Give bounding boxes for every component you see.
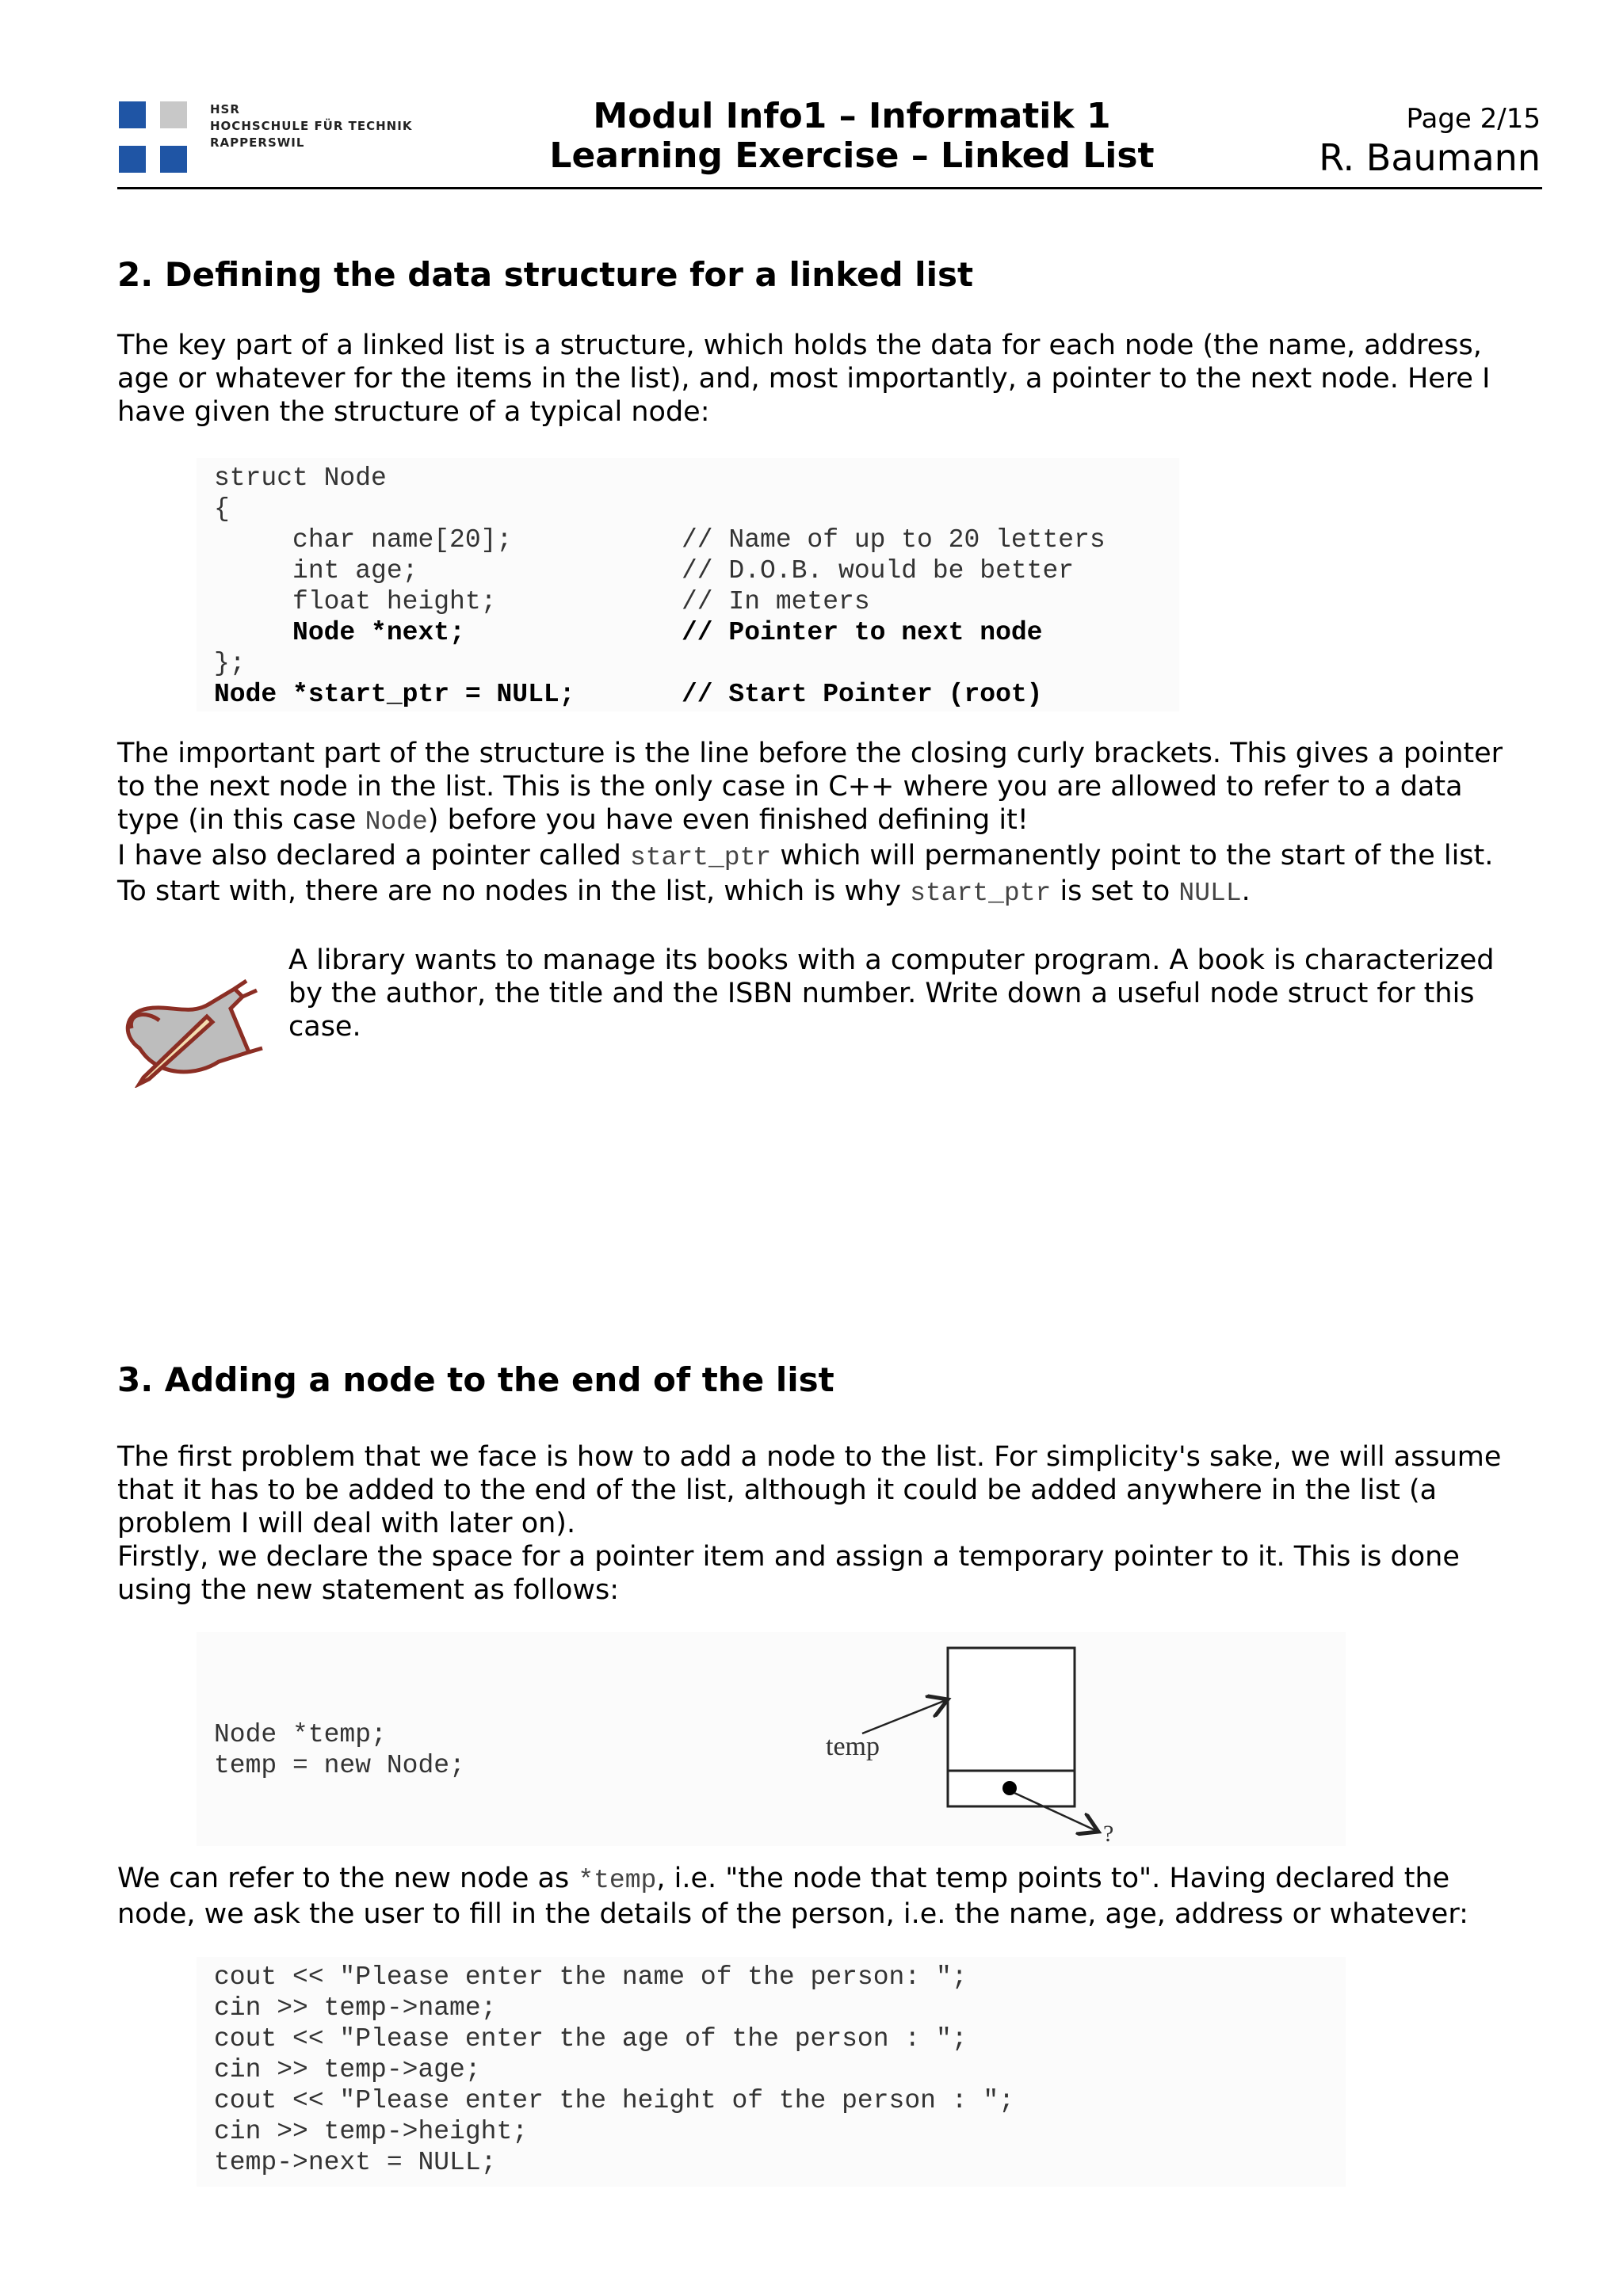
io-code-line: cout << "Please enter the age of the person : ";	[214, 2024, 968, 2054]
code-comment: // Pointer to next node	[682, 618, 1043, 647]
logo-square	[160, 101, 187, 128]
code-text: {	[214, 494, 230, 524]
struct-code-block	[197, 458, 1179, 711]
question-mark: ?	[1103, 1821, 1114, 1847]
declaration-code-block	[197, 1632, 1346, 1846]
header-rule	[117, 187, 1542, 189]
io-code-line: cin >> temp->name;	[214, 1993, 497, 2023]
section-2-explanation	[117, 737, 1512, 910]
struct-code-line	[214, 555, 1075, 586]
code-text: Node *start_ptr = NULL;	[214, 680, 575, 709]
code-text: };	[214, 649, 246, 678]
section-3-heading: 3. Adding a node to the end of the list	[117, 1360, 834, 1399]
section-3-para-2: Firstly, we declare the space for a pointer item and assign a temporary pointer to it. This is done using the new statement as follows:	[117, 1541, 1460, 1606]
text-run: The important part of the structure is the line before the closing curly brackets. This gives a pointer to the next node in the list. This is the only case in C++ where you are allowed to refer to a data type (in this case	[117, 738, 1503, 836]
struct-code-line	[214, 679, 1043, 710]
section-3-para-3	[117, 1862, 1512, 1931]
exercise-pencil-icon	[116, 973, 266, 1088]
text-run: which will permanently point to the start of the list.	[771, 840, 1494, 871]
code-text: Node *next;	[214, 618, 465, 647]
text-run: ) before you have even finished defining it!	[427, 804, 1029, 836]
struct-code-line	[214, 524, 1106, 555]
inline-code: Node	[365, 807, 428, 837]
section-3-intro	[117, 1440, 1512, 1607]
page-number: Page 2/15	[1406, 103, 1541, 135]
logo-line: RAPPERSWIL	[210, 135, 305, 150]
exercise-paragraph: A library wants to manage its books with a computer program. A book is characterized by the author, the title and the ISBN number. Write down a useful node struct for this case.	[288, 944, 1495, 1043]
text-run: We can refer to the new node as	[117, 1863, 579, 1894]
author-name: R. Baumann	[1319, 136, 1541, 179]
node-data-box	[948, 1648, 1075, 1771]
text-run: I have also declared a pointer called	[117, 840, 630, 871]
section-2-heading: 2. Defining the data structure for a linked list	[117, 255, 974, 294]
para-3-text	[117, 1862, 1512, 1931]
logo-square	[160, 146, 187, 173]
code-line: temp = new Node;	[214, 1751, 465, 1780]
logo-line: HSR	[210, 102, 240, 116]
explanation-2	[117, 839, 1512, 875]
section-3-para-1: The first problem that we face is how to add a node to the list. For simplicity's sake, we will assume that it has to be added to the end of the list, although it could be added anywhere in the list (a problem I will deal with later on).	[117, 1441, 1502, 1539]
text-run: To start with, there are no nodes in the list, which is why	[117, 875, 911, 907]
text-run: , i.e. "the node that temp points to". Having declared the node, we ask the user to fill in the details of the person, i.e. the name, age, address or whatever:	[117, 1863, 1468, 1930]
temp-label: temp	[826, 1732, 880, 1761]
section-2-intro	[117, 329, 1512, 429]
code-comment: // Start Pointer (root)	[682, 680, 1043, 709]
io-code-block	[197, 1957, 1346, 2187]
struct-code-line	[214, 494, 230, 524]
struct-code-line	[214, 648, 246, 679]
explanation-3	[117, 875, 1512, 910]
code-text: float height;	[214, 587, 497, 616]
struct-code-line	[214, 586, 870, 617]
text-run: .	[1241, 875, 1251, 907]
temp-arrow	[862, 1699, 948, 1733]
code-text: int age;	[214, 556, 418, 585]
text-run: is set to	[1051, 875, 1179, 907]
code-comment: // Name of up to 20 letters	[682, 525, 1106, 555]
header-title-line1: Modul Info1 – Informatik 1	[593, 96, 1111, 136]
inline-code: start_ptr	[910, 879, 1052, 908]
code-comment: // D.O.B. would be better	[682, 556, 1075, 585]
explanation-1	[117, 737, 1512, 839]
code-line: Node *temp;	[214, 1720, 387, 1749]
intro-text: The key part of a linked list is a structure, which holds the data for each node (the name, address, age or whatever for the items in the list), and, most importantly, a pointer to the next node. Here I have given the structure of a typical node:	[117, 330, 1491, 428]
code-text: char name[20];	[214, 525, 513, 555]
header-title-line2: Learning Exercise – Linked List	[549, 135, 1155, 176]
io-code-line: cin >> temp->age;	[214, 2055, 481, 2084]
struct-code-line	[214, 463, 387, 494]
code-comment: // In meters	[682, 587, 870, 616]
header-title	[507, 97, 1197, 176]
struct-code-line	[214, 617, 1043, 648]
inline-code: start_ptr	[629, 843, 772, 872]
io-code-line: cout << "Please enter the name of the person: ";	[214, 1962, 968, 1992]
node-diagram	[816, 1640, 1133, 1854]
logo-square	[119, 146, 146, 173]
inline-code: *temp	[578, 1866, 657, 1895]
io-code-line: cin >> temp->height;	[214, 2117, 529, 2146]
inline-code: NULL	[1178, 879, 1242, 908]
io-code-line: temp->next = NULL;	[214, 2148, 497, 2177]
code-text: struct Node	[214, 463, 387, 493]
logo-line: HOCHSCHULE FÜR TECHNIK	[210, 119, 413, 133]
logo-square	[119, 101, 146, 128]
io-code-line: cout << "Please enter the height of the person : ";	[214, 2086, 1014, 2115]
logo-text	[210, 101, 412, 151]
hsr-logo	[117, 101, 204, 174]
exercise-text	[288, 944, 1509, 1043]
